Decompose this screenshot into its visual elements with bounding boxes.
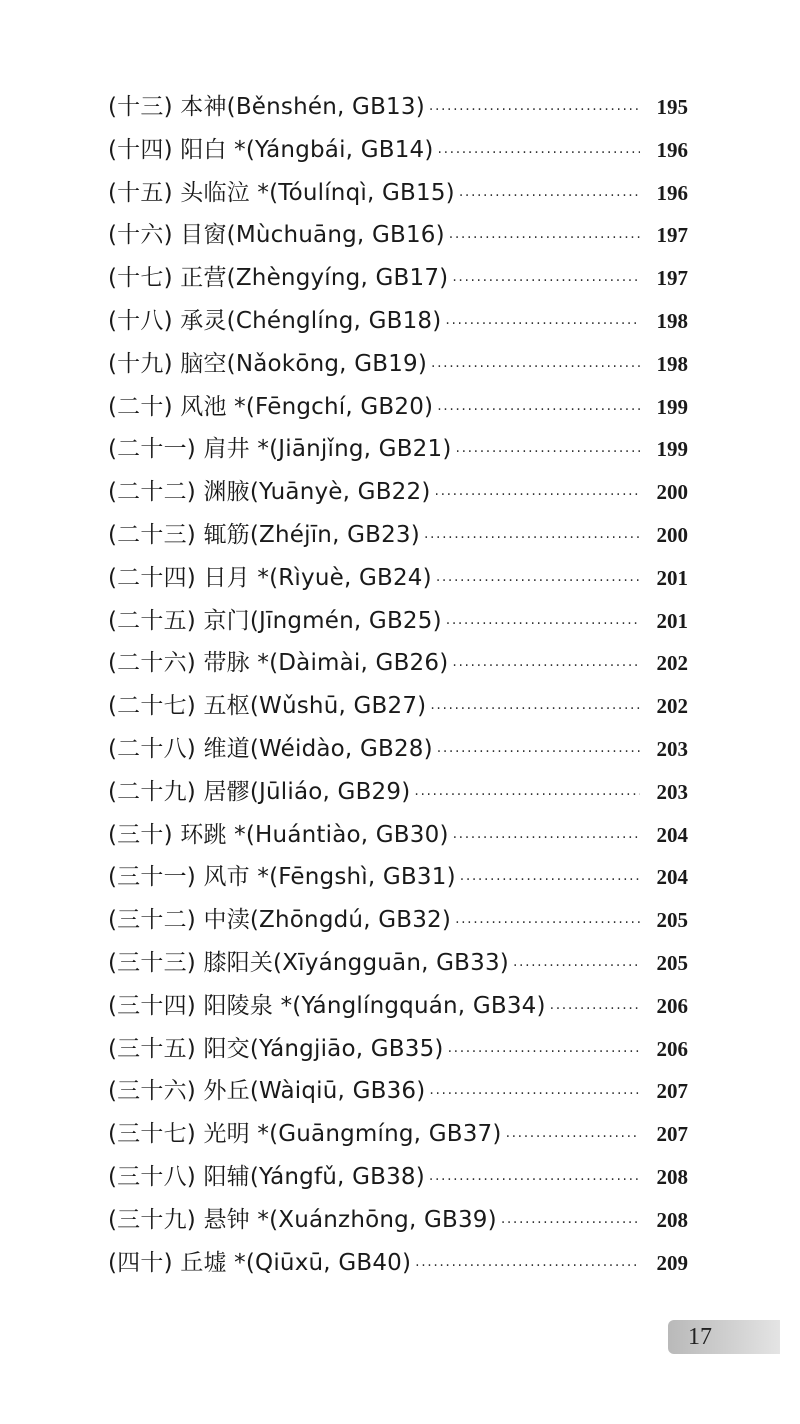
table-of-contents (108, 86, 688, 1284)
toc-entry[interactable] (108, 642, 688, 685)
dot-leader (446, 603, 640, 646)
toc-entry[interactable] (108, 899, 688, 942)
toc-entry-title: (二十八) 维道(Wéidào, GB28) (108, 735, 433, 762)
dot-leader (452, 260, 640, 303)
dot-leader (424, 517, 640, 560)
dot-leader (449, 217, 640, 260)
dot-leader (506, 1116, 640, 1159)
dot-leader (459, 175, 640, 218)
toc-entry-title: (二十七) 五枢(Wǔshū, GB27) (108, 693, 427, 720)
toc-entry-title: (三十六) 外丘(Wàiqiū, GB36) (108, 1078, 426, 1105)
dot-leader (437, 731, 640, 774)
toc-entry-title: (四十) 丘墟 *(Qiūxū, GB40) (108, 1249, 412, 1276)
toc-entry-page: 205 (656, 950, 688, 975)
dot-leader (452, 645, 640, 688)
toc-entry-title: (二十四) 日月 *(Rìyuè, GB24) (108, 564, 432, 591)
dot-leader (455, 902, 640, 945)
toc-entry-title: (十四) 阳白 *(Yángbái, GB14) (108, 136, 434, 163)
toc-entry-title: (十三) 本神(Běnshén, GB13) (108, 94, 425, 120)
dot-leader (430, 688, 640, 731)
toc-entry[interactable] (108, 1028, 688, 1071)
toc-entry[interactable] (108, 428, 688, 471)
toc-entry-title: (三十三) 膝阳关(Xīyángguān, GB33) (108, 949, 509, 976)
toc-entry[interactable] (108, 129, 688, 172)
toc-entry[interactable] (108, 386, 688, 429)
dot-leader (415, 1245, 640, 1288)
toc-entry-page: 200 (656, 522, 688, 547)
toc-entry[interactable] (108, 257, 688, 300)
toc-entry-title: (三十八) 阳辅(Yángfǔ, GB38) (108, 1163, 425, 1190)
toc-entry-page: 205 (656, 908, 688, 933)
toc-entry-page: 199 (656, 394, 688, 419)
toc-entry-title: (二十五) 京门(Jīngmén, GB25) (108, 607, 442, 634)
toc-entry-page: 208 (656, 1207, 688, 1232)
toc-entry-title: (二十三) 辄筋(Zhéjīn, GB23) (108, 521, 420, 548)
toc-entry[interactable] (108, 471, 688, 514)
toc-entry-page: 204 (656, 865, 688, 890)
dot-leader (453, 817, 640, 860)
dot-leader (513, 945, 640, 988)
toc-entry-title: (二十九) 居髎(Jūliáo, GB29) (108, 778, 411, 805)
toc-entry-page: 198 (656, 308, 688, 333)
toc-entry-title: (二十六) 带脉 *(Dàimài, GB26) (108, 650, 449, 677)
toc-entry[interactable] (108, 771, 688, 814)
page-number: 17 (688, 1323, 712, 1350)
toc-entry-title: (二十) 风池 *(Fēngchí, GB20) (108, 393, 434, 420)
toc-entry[interactable] (108, 1113, 688, 1156)
toc-entry[interactable] (108, 514, 688, 557)
toc-entry[interactable] (108, 172, 688, 215)
dot-leader (438, 132, 640, 175)
toc-entry-title: (三十七) 光明 *(Guāngmíng, GB37) (108, 1121, 502, 1148)
dot-leader (435, 474, 640, 517)
toc-entry-title: (三十二) 中渎(Zhōngdú, GB32) (108, 907, 452, 934)
toc-entry-page: 201 (656, 565, 688, 590)
dot-leader (414, 774, 640, 817)
toc-entry-title: (十六) 目窗(Mùchuāng, GB16) (108, 222, 445, 249)
toc-entry-page: 195 (656, 95, 688, 119)
toc-entry[interactable] (108, 728, 688, 771)
toc-entry[interactable] (108, 1156, 688, 1199)
dot-leader (429, 1073, 640, 1116)
toc-entry-page: 199 (656, 437, 688, 462)
toc-entry-title: (三十五) 阳交(Yángjiāo, GB35) (108, 1035, 444, 1062)
toc-entry-title: (十八) 承灵(Chénglíng, GB18) (108, 307, 442, 334)
toc-entry-title: (十九) 脑空(Nǎokōng, GB19) (108, 350, 428, 377)
toc-entry[interactable] (108, 1199, 688, 1242)
dot-leader (436, 560, 640, 603)
toc-entry[interactable] (108, 985, 688, 1028)
toc-entry-page: 198 (656, 351, 688, 376)
toc-entry-page: 196 (656, 137, 688, 162)
toc-entry-title: (二十二) 渊腋(Yuānyè, GB22) (108, 479, 431, 506)
toc-entry-page: 196 (656, 180, 688, 205)
toc-entry-page: 197 (656, 266, 688, 291)
toc-entry-title: (三十九) 悬钟 *(Xuánzhōng, GB39) (108, 1206, 497, 1233)
toc-entry-page: 201 (656, 608, 688, 633)
dot-leader (456, 431, 640, 474)
toc-entry[interactable] (108, 814, 688, 857)
toc-entry[interactable] (108, 557, 688, 600)
dot-leader (501, 1202, 640, 1245)
toc-entry[interactable] (108, 214, 688, 257)
toc-entry-page: 202 (656, 651, 688, 676)
dot-leader (429, 1159, 640, 1202)
toc-entry-page: 209 (656, 1250, 688, 1275)
toc-entry-title: (三十一) 风市 *(Fēngshì, GB31) (108, 864, 456, 891)
dot-leader (429, 89, 640, 132)
dot-leader (445, 303, 640, 346)
toc-entry-page: 204 (656, 822, 688, 847)
toc-entry-title: (二十一) 肩井 *(Jiānjǐng, GB21) (108, 436, 452, 463)
toc-entry-page: 207 (656, 1122, 688, 1147)
toc-entry[interactable] (108, 1070, 688, 1113)
toc-entry-title: (三十) 环跳 *(Huántiào, GB30) (108, 821, 449, 848)
toc-entry-page: 203 (656, 736, 688, 761)
toc-entry[interactable] (108, 942, 688, 985)
toc-entry-page: 200 (656, 480, 688, 505)
toc-entry-page: 202 (656, 694, 688, 719)
page-number-tab (668, 1320, 780, 1354)
toc-entry[interactable] (108, 685, 688, 728)
toc-entry-title: (三十四) 阳陵泉 *(Yánglíngquán, GB34) (108, 992, 546, 1019)
toc-entry-page: 208 (656, 1164, 688, 1189)
toc-entry-page: 206 (656, 993, 688, 1018)
dot-leader (550, 988, 640, 1031)
toc-entry[interactable] (108, 1242, 688, 1285)
toc-entry-page: 207 (656, 1079, 688, 1104)
toc-entry-title: (十七) 正营(Zhèngyíng, GB17) (108, 265, 449, 292)
toc-entry-page: 203 (656, 779, 688, 804)
toc-entry[interactable] (108, 600, 688, 643)
toc-entry[interactable] (108, 300, 688, 343)
toc-entry[interactable] (108, 343, 688, 386)
dot-leader (448, 1031, 640, 1074)
toc-entry[interactable] (108, 856, 688, 899)
dot-leader (460, 859, 640, 902)
toc-entry-page: 206 (656, 1036, 688, 1061)
toc-entry[interactable] (108, 86, 688, 129)
dot-leader (431, 346, 640, 389)
toc-entry-page: 197 (656, 223, 688, 248)
toc-entry-title: (十五) 头临泣 *(Tóulínqì, GB15) (108, 179, 455, 206)
dot-leader (437, 389, 640, 432)
